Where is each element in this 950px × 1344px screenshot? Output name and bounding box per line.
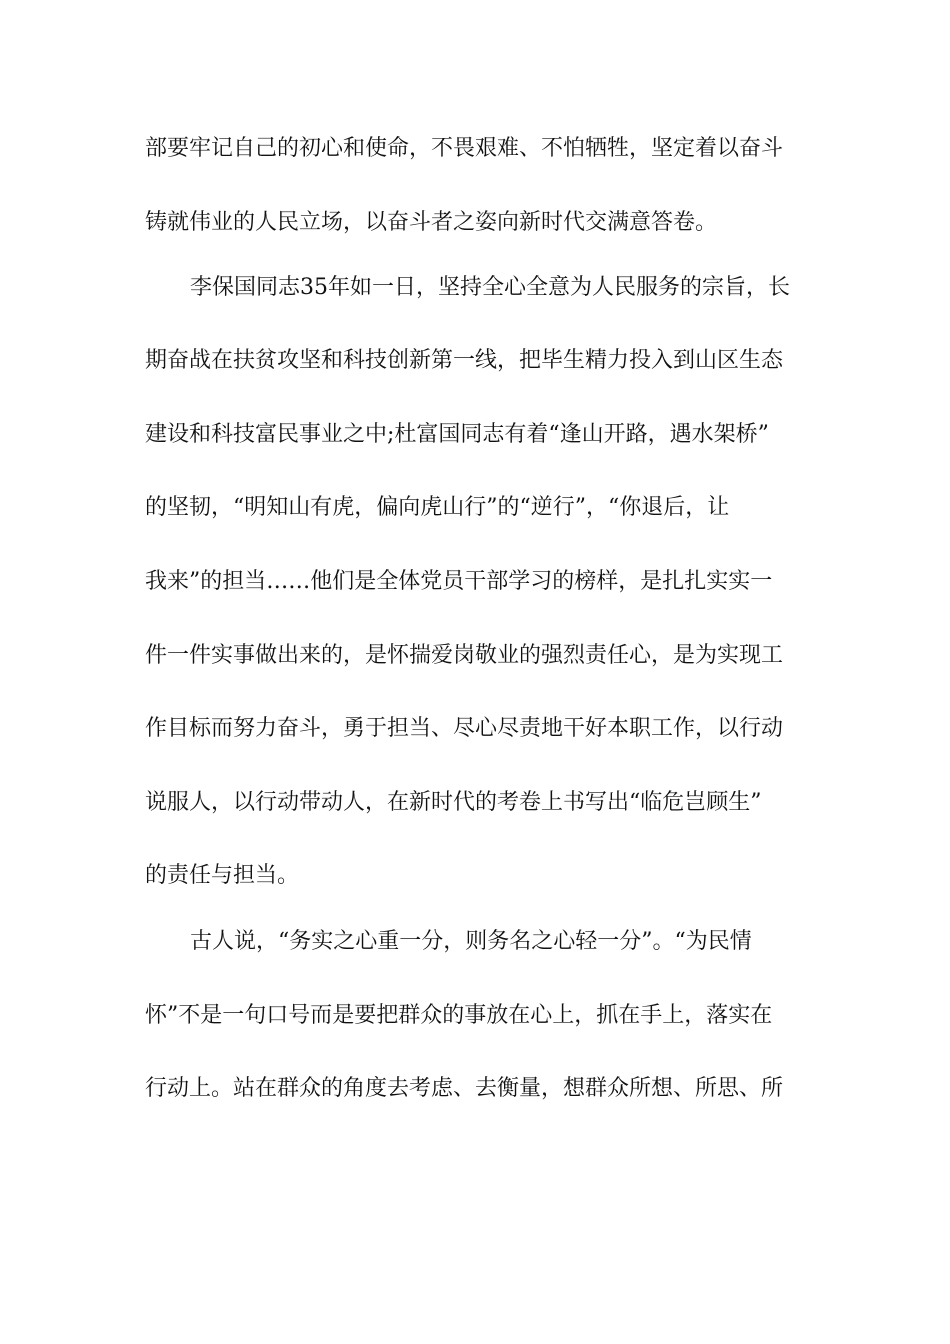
paragraph-start-line: 李保国同志35年如一日，坚持全心全意为人民服务的宗旨，长 — [190, 275, 790, 300]
text-line-1: 部要牢记自己的初心和使命，不畏艰难、不怕牺牲，坚定着以奋斗 — [145, 136, 784, 161]
text-line-10: 说服人，以行动带动人，在新时代的考卷上书写出“临危岂顾生” — [145, 790, 762, 815]
text-line-13: 怀”不是一句口号而是要把群众的事放在心上，抓在手上，落实在 — [145, 1003, 773, 1028]
paragraph-start-line-2: 古人说，“务实之心重一分，则务名之心轻一分”。“为民情 — [190, 929, 752, 954]
text-line-5: 建设和科技富民事业之中;杜富国同志有着“逢山开路，遇水架桥” — [145, 422, 769, 447]
text-line-11: 的责任与担当。 — [145, 863, 300, 888]
text-line-6: 的坚韧，“明知山有虎，偏向虎山行”的“逆行”，“你退后，让 — [145, 495, 730, 520]
text-line-9: 作目标而努力奋斗，勇于担当、尽心尽责地干好本职工作，以行动 — [145, 716, 784, 741]
text-line-8: 件一件实事做出来的，是怀揣爱岗敬业的强烈责任心，是为实现工 — [145, 643, 784, 668]
text-line-2: 铸就伟业的人民立场，以奋斗者之姿向新时代交满意答卷。 — [145, 210, 718, 235]
text-line-7: 我来”的担当……他们是全体党员干部学习的榜样，是扎扎实实一 — [145, 569, 773, 594]
text-line-14: 行动上。站在群众的角度去考虑、去衡量，想群众所想、所思、所 — [145, 1076, 784, 1101]
text-line-4: 期奋战在扶贫攻坚和科技创新第一线，把毕生精力投入到山区生态 — [145, 348, 784, 373]
